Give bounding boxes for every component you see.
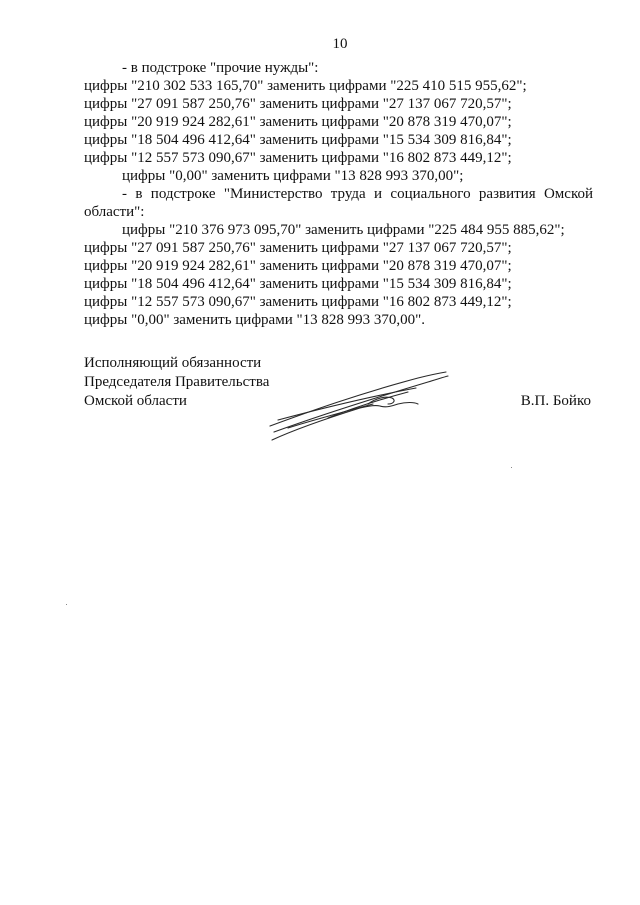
signer-position-line-3: Омской области bbox=[84, 393, 187, 409]
scan-speck bbox=[511, 467, 512, 468]
signer-name: В.П. Бойко bbox=[520, 393, 591, 409]
section-2-heading-line-1: - в подстроке "Министерство труда и социального развития Омской bbox=[122, 186, 593, 202]
signer-position-line-2: Председателя Правительства bbox=[84, 374, 270, 390]
signer-position-line-1: Исполняющий обязанности bbox=[84, 355, 262, 371]
section-1-line-3: цифры "20 919 924 282,61" заменить цифрами "20 878 319 470,07"; bbox=[84, 114, 512, 130]
section-2-heading-line-2: области": bbox=[84, 204, 145, 220]
section-1-line-6: цифры "0,00" заменить цифрами "13 828 993 370,00"; bbox=[122, 168, 464, 184]
section-2-line-2: цифры "27 091 587 250,76" заменить цифрами "27 137 067 720,57"; bbox=[84, 240, 512, 256]
section-2-line-1: цифры "210 376 973 095,70" заменить цифрами "225 484 955 885,62"; bbox=[122, 222, 565, 238]
section-1-heading: - в подстроке "прочие нужды": bbox=[122, 60, 319, 76]
section-1-line-4: цифры "18 504 496 412,64" заменить цифрами "15 534 309 816,84"; bbox=[84, 132, 512, 148]
signer-position bbox=[84, 354, 269, 411]
section-2-line-5: цифры "12 557 573 090,67" заменить цифрами "16 802 873 449,12"; bbox=[84, 294, 512, 310]
section-2-line-3: цифры "20 919 924 282,61" заменить цифрами "20 878 319 470,07"; bbox=[84, 258, 512, 274]
scan-speck bbox=[66, 604, 67, 605]
section-2-line-6: цифры "0,00" заменить цифрами "13 828 993 370,00". bbox=[84, 312, 425, 328]
section-1-line-2: цифры "27 091 587 250,76" заменить цифрами "27 137 067 720,57"; bbox=[84, 96, 512, 112]
handwritten-signature bbox=[268, 368, 453, 448]
document-body bbox=[84, 59, 593, 329]
page-number: 10 bbox=[332, 36, 348, 52]
section-2-line-4: цифры "18 504 496 412,64" заменить цифрами "15 534 309 816,84"; bbox=[84, 276, 512, 292]
section-1-line-1: цифры "210 302 533 165,70" заменить цифрами "225 410 515 955,62"; bbox=[84, 78, 527, 94]
section-1-line-5: цифры "12 557 573 090,67" заменить цифрами "16 802 873 449,12"; bbox=[84, 150, 512, 166]
